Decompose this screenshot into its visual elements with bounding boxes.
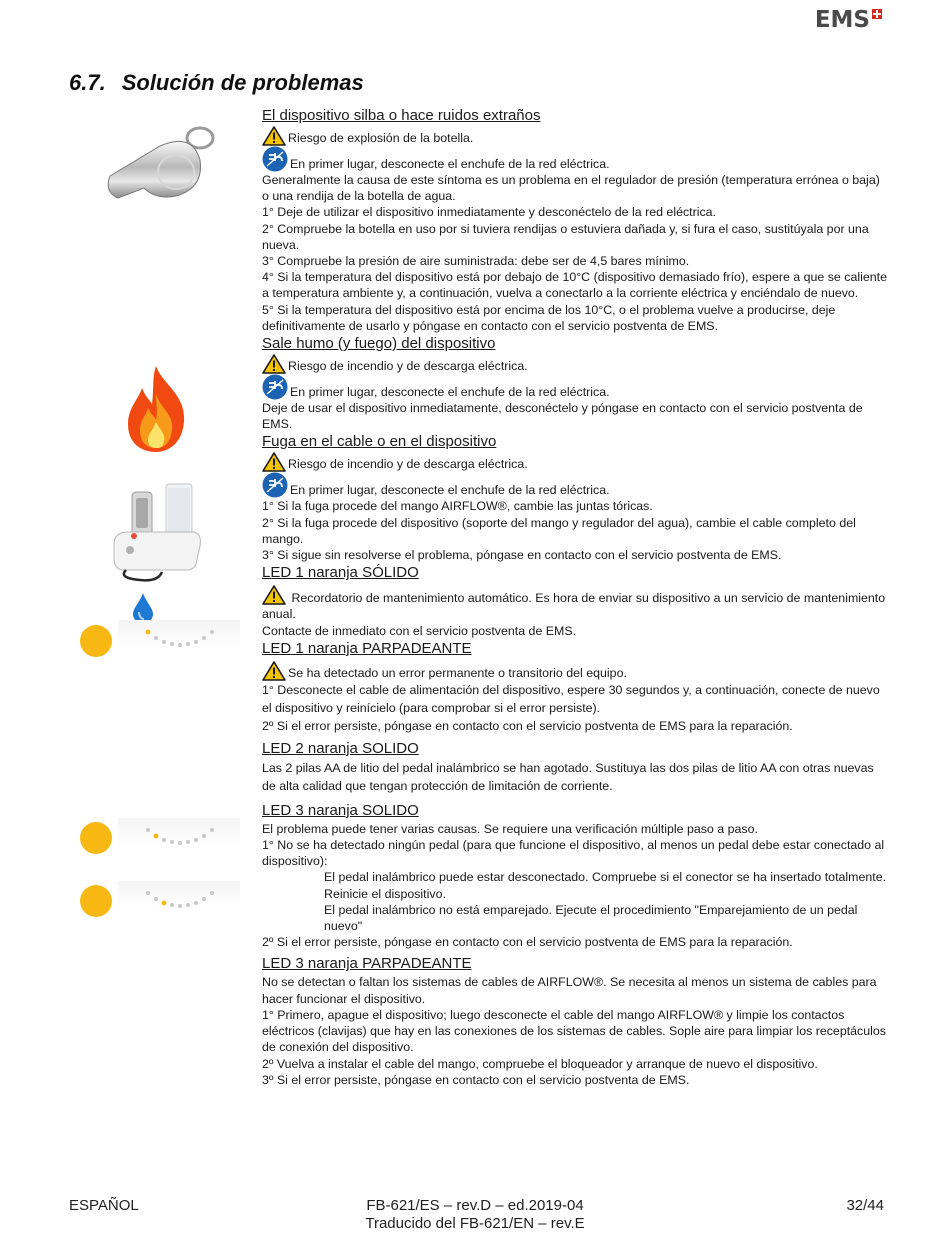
- text-line: 5° Si la temperatura del dispositivo está por encima de los 10°C, o el problema vuelve a producirse, deje definitivamente de usarlo y póngase en contacto con el servicio postventa de EMS.: [262, 302, 836, 333]
- text-line: 3º Si el error persiste, póngase en contacto con el servicio postventa de EMS.: [262, 1072, 690, 1087]
- device-image: [110, 478, 202, 582]
- text-line: 1° Primero, apague el dispositivo; luego desconecte el cable del mango AIRFLOW® y limpie los contactos eléctricos (clavijas) que hay en las conexiones de los sistemas de cables. Sople aire para limpiar los receptáculos de conexión del dispositivo.: [262, 1007, 886, 1055]
- swiss-cross-icon: [872, 9, 882, 19]
- warning-text: Riesgo de incendio y de descarga eléctrica.: [288, 457, 528, 472]
- unplug-icon: [262, 146, 288, 172]
- warning-line: [262, 354, 887, 374]
- unplug-text: En primer lugar, desconecte el enchufe de la red eléctrica.: [290, 156, 610, 171]
- section-smoke: [262, 334, 887, 432]
- text-line: 3° Si sigue sin resolverse el problema, póngase en contacto con el servicio postventa de EMS.: [262, 548, 782, 563]
- section-led3-blinking: [262, 954, 887, 1087]
- text-line: Contacte de inmediato con el servicio postventa de EMS.: [262, 623, 577, 638]
- section-heading: Sale humo (y fuego) del dispositivo: [262, 335, 496, 353]
- warning-line: [262, 661, 887, 681]
- led-2-row: [118, 818, 240, 858]
- warning-text: Se ha detectado un error permanente o transitorio del equipo.: [288, 665, 627, 680]
- warning-text: Riesgo de explosión de la botella.: [288, 130, 474, 145]
- text-line: 1° Si la fuga procede del mango AIRFLOW®, cambie las juntas tóricas.: [262, 499, 653, 514]
- led-1-row: [118, 620, 240, 660]
- unplug-line: [262, 472, 887, 498]
- section-heading: LED 3 naranja SOLIDO: [262, 801, 419, 819]
- page-title: [69, 70, 364, 96]
- section-noise: [262, 106, 887, 334]
- text-line: 2º Si el error persiste, póngase en contacto con el servicio postventa de EMS para la reparación.: [262, 718, 793, 733]
- indented-line: El pedal inalámbrico puede estar desconectado. Compruebe si el conector se ha insertado totalmente. Reinicie el dispositivo.: [324, 870, 887, 901]
- text-line: 1° Desconecte el cable de alimentación del dispositivo, espere 30 segundos y, a continuación, conecte de nuevo el dispositivo y reinícielo (para comprobar si el error persiste).: [262, 682, 880, 715]
- translated-from: Traducido del FB-621/EN – rev.E: [365, 1215, 585, 1232]
- troubleshooting-content: [262, 106, 887, 1088]
- warning-icon: [262, 354, 286, 374]
- text-line: 2° Si la fuga procede del dispositivo (soporte del mango y regulador del agua), cambie el cable completo del mango.: [262, 515, 856, 546]
- text-line: 4° Si la temperatura del dispositivo está por debajo de 10°C (dispositivo demasiado frío), espere a que se caliente a temperatura ambiente y, a continuación, vuelva a conectarlo a la corriente eléctrica y enciéndalo de nuevo.: [262, 270, 887, 301]
- section-number: 6.7.: [69, 70, 106, 95]
- indented-line: El pedal inalámbrico no está emparejado. Ejecute el procedimiento "Emparejamiento de un pedal nuevo": [324, 902, 858, 934]
- text-line: 2º Vuelva a instalar el cable del mango, compruebe el bloqueador y arranque de nuevo el dispositivo.: [262, 1056, 818, 1071]
- warning-icon: [262, 585, 286, 605]
- warning-line: [262, 126, 887, 146]
- unplug-icon: [262, 374, 288, 400]
- section-led1-solid: [262, 563, 887, 639]
- section-heading: LED 2 naranja SOLIDO: [262, 739, 419, 757]
- section-heading: LED 3 naranja PARPADEANTE: [262, 955, 472, 973]
- warning-icon: [262, 452, 286, 472]
- led-1-panel: [118, 620, 240, 660]
- footer-doc-ref: [0, 1197, 950, 1233]
- warning-text: Recordatorio de mantenimiento automático. Es hora de enviar su dispositivo a un servicio de mantenimiento anual.: [262, 591, 886, 622]
- led-3-panel: [118, 881, 240, 921]
- section-led3-solid: [262, 801, 887, 951]
- unplug-text: En primer lugar, desconecte el enchufe de la red eléctrica.: [290, 384, 610, 399]
- text-line: El problema puede tener varias causas. Se requiere una verificación múltiple paso a paso.: [262, 821, 758, 836]
- section-heading: LED 1 naranja SÓLIDO: [262, 564, 419, 582]
- footer-language: ESPAÑOL: [69, 1197, 139, 1214]
- text-line: No se detectan o faltan los sistemas de cables de AIRFLOW®. Se necesita al menos un sistema de cables para hacer funcionar el dispositivo.: [262, 975, 877, 1006]
- ems-logo: [815, 8, 882, 32]
- led-1-dot: [80, 625, 112, 657]
- section-leak: [262, 432, 887, 563]
- text-line: 1° No se ha detectado ningún pedal (para que funcione el dispositivo, al menos un pedal debe estar conectado al dispositivo):: [262, 838, 885, 869]
- warning-line: [262, 452, 887, 472]
- section-led2-solid: [262, 739, 887, 795]
- warning-text: Riesgo de incendio y de descarga eléctrica.: [288, 358, 528, 373]
- unplug-line: [262, 374, 887, 400]
- text-line: 2° Compruebe la botella en uso por si tuviera rendijas o estuviera dañada y, si fura el caso, sustitúyala por una nueva.: [262, 221, 869, 252]
- section-led1-blinking: [262, 639, 887, 735]
- text-line: 3° Compruebe la presión de aire suministrada: debe ser de 4,5 bares mínimo.: [262, 254, 690, 269]
- unplug-text: En primer lugar, desconecte el enchufe de la red eléctrica.: [290, 483, 610, 498]
- led-3-row: [118, 881, 240, 921]
- led-2-dot: [80, 822, 112, 854]
- warning-icon: [262, 661, 286, 681]
- led-3-dot: [80, 885, 112, 917]
- section-heading: LED 1 naranja PARPADEANTE: [262, 639, 472, 657]
- logo-text: EMS: [814, 7, 870, 33]
- whistle-image: [100, 122, 218, 204]
- text-line: 2º Si el error persiste, póngase en contacto con el servicio postventa de EMS para la reparación.: [262, 935, 793, 950]
- warning-icon: [262, 126, 286, 146]
- unplug-line: [262, 146, 887, 172]
- led-2-panel: [118, 818, 240, 858]
- page-number: 32/44: [846, 1197, 884, 1214]
- section-heading: Fuga en el cable o en el dispositivo: [262, 433, 497, 451]
- unplug-icon: [262, 472, 288, 498]
- text-line: 1° Deje de utilizar el dispositivo inmediatamente y desconéctelo de la red eléctrica.: [262, 205, 717, 220]
- section-title: Solución de problemas: [121, 70, 364, 95]
- text-line: Deje de usar el dispositivo inmediatamente, desconéctelo y póngase en contacto con el servicio postventa de EMS.: [262, 401, 863, 432]
- warning-line: [262, 585, 887, 622]
- section-heading: El dispositivo silba o hace ruidos extraños: [262, 107, 541, 124]
- text-line: Generalmente la causa de este síntoma es un problema en el regulador de presión (temperatura errónea o baja) o una rendija de la botella de agua.: [262, 173, 880, 204]
- doc-reference: FB-621/ES – rev.D – ed.2019-04: [366, 1197, 584, 1214]
- text-line: Las 2 pilas AA de litio del pedal inalámbrico se han agotado. Sustituya las dos pilas de litio AA con otras nuevas de alta calidad que tengan protección de limitación de corriente.: [262, 760, 874, 793]
- fire-image: [124, 364, 188, 454]
